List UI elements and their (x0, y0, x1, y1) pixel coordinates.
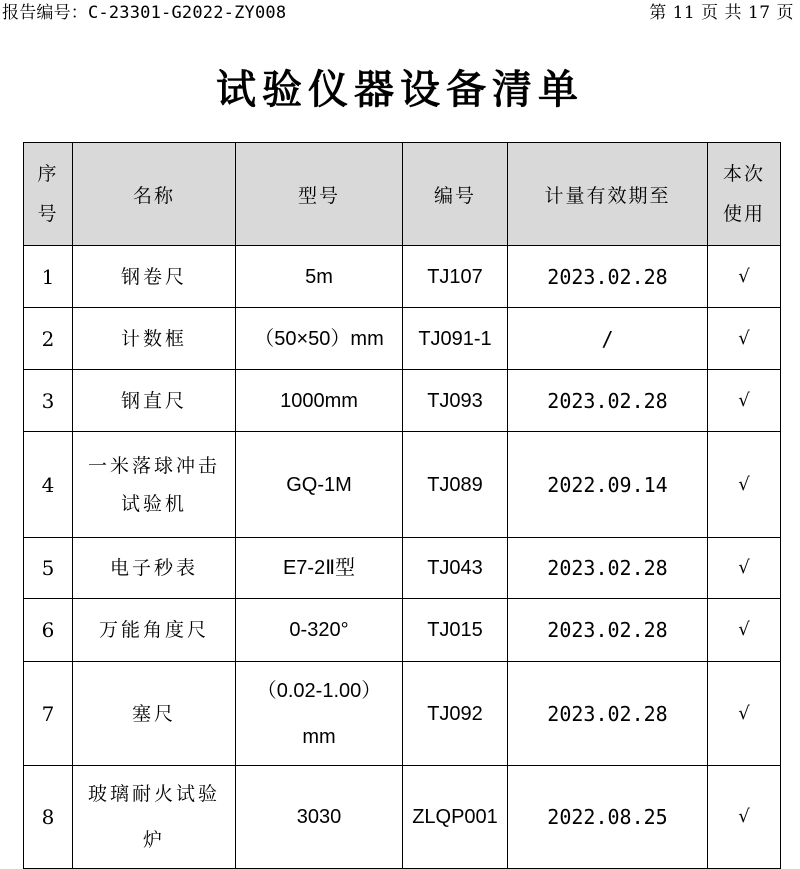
cell-model (236, 432, 403, 538)
cell-code: TJ089 (403, 432, 508, 538)
cell-code: TJ015 (403, 599, 508, 662)
cell-valid-until: 2023.02.28 (508, 538, 708, 599)
cell-used-check: √ (708, 538, 781, 599)
cell-name (73, 246, 236, 308)
report-number: 报告编号：C-23301-G2022-ZY008 (2, 3, 287, 23)
cell-seq: 5 (24, 538, 73, 599)
cell-model (236, 370, 403, 432)
seq-header-line: 号 (37, 203, 59, 225)
cell-code: TJ091-1 (403, 308, 508, 370)
cell-name (73, 538, 236, 599)
cell-model (236, 766, 403, 869)
column-header-seq (24, 143, 73, 246)
cell-model-line: E7-2Ⅱ型 (282, 557, 356, 579)
cell-valid-until: 2022.08.25 (508, 766, 708, 869)
cell-name-line: 万能角度尺 (98, 619, 209, 641)
column-header-valid-until: 计量有效期至 (508, 143, 708, 246)
column-header-used (708, 143, 781, 246)
cell-name (73, 432, 236, 538)
cell-name (73, 370, 236, 432)
cell-name-line: 塞尺 (131, 702, 176, 725)
cell-code: TJ043 (403, 538, 508, 599)
cell-code: ZLQP001 (403, 766, 508, 869)
cell-code: TJ107 (403, 246, 508, 308)
cell-name-line: 一米落球冲击 (87, 454, 220, 477)
cell-model-line: 5m (305, 265, 333, 288)
column-header-model: 型号 (236, 143, 403, 246)
cell-used-check: √ (708, 766, 781, 869)
cell-name (73, 308, 236, 370)
cell-name (73, 662, 236, 766)
cell-seq: 1 (24, 246, 73, 308)
cell-used-check: √ (708, 662, 781, 766)
cell-name-line: 钢直尺 (120, 389, 187, 412)
used-header-line: 本次 (722, 163, 765, 185)
used-header-line: 使用 (722, 203, 765, 225)
cell-model (236, 308, 403, 370)
column-header-code: 编号 (403, 143, 508, 246)
cell-code: TJ092 (403, 662, 508, 766)
table-row (24, 662, 781, 766)
cell-used-check: √ (708, 308, 781, 370)
cell-model-line: （50×50）mm (254, 327, 384, 350)
cell-model-line: 1000mm (280, 389, 358, 412)
cell-model-line: 3030 (296, 806, 342, 828)
seq-header-line: 序 (37, 163, 59, 185)
cell-model (236, 599, 403, 662)
cell-model (236, 246, 403, 308)
cell-name-line: 钢卷尺 (120, 265, 187, 288)
cell-seq: 6 (24, 599, 73, 662)
cell-valid-until: 2022.09.14 (508, 432, 708, 538)
cell-used-check: √ (708, 599, 781, 662)
cell-used-check: √ (708, 432, 781, 538)
cell-valid-until: / (508, 308, 708, 370)
cell-model (236, 538, 403, 599)
cell-valid-until: 2023.02.28 (508, 662, 708, 766)
cell-seq: 4 (24, 432, 73, 538)
table-row (24, 370, 781, 432)
cell-used-check: √ (708, 246, 781, 308)
table-row (24, 538, 781, 599)
cell-model-line: （0.02-1.00） (256, 679, 382, 702)
cell-seq: 8 (24, 766, 73, 869)
equipment-table (23, 142, 781, 869)
table-row (24, 246, 781, 308)
cell-name (73, 766, 236, 869)
cell-name-line: 计数框 (120, 327, 187, 350)
cell-used-check: √ (708, 370, 781, 432)
cell-code: TJ093 (403, 370, 508, 432)
cell-model-line: mm (302, 725, 336, 748)
cell-seq: 2 (24, 308, 73, 370)
table-row (24, 766, 781, 869)
cell-seq: 7 (24, 662, 73, 766)
cell-name-line: 试验机 (120, 492, 187, 515)
cell-valid-until: 2023.02.28 (508, 599, 708, 662)
cell-seq: 3 (24, 370, 73, 432)
cell-name-line: 电子秒表 (109, 557, 198, 579)
cell-name-line: 玻璃耐火试验 (87, 783, 220, 805)
cell-valid-until: 2023.02.28 (508, 246, 708, 308)
cell-model (236, 662, 403, 766)
cell-model-line: GQ-1M (286, 473, 352, 496)
page-title: 试验仪器设备清单 (216, 66, 584, 113)
page-info: 第 11 页 共 17 页 (649, 3, 794, 23)
cell-model-line: 0-320° (289, 619, 349, 641)
column-header-name: 名称 (73, 143, 236, 246)
table-row (24, 599, 781, 662)
cell-valid-until: 2023.02.28 (508, 370, 708, 432)
table-header-row (24, 143, 781, 246)
table-row (24, 308, 781, 370)
table-row (24, 432, 781, 538)
cell-name (73, 599, 236, 662)
cell-name-line: 炉 (142, 829, 165, 851)
